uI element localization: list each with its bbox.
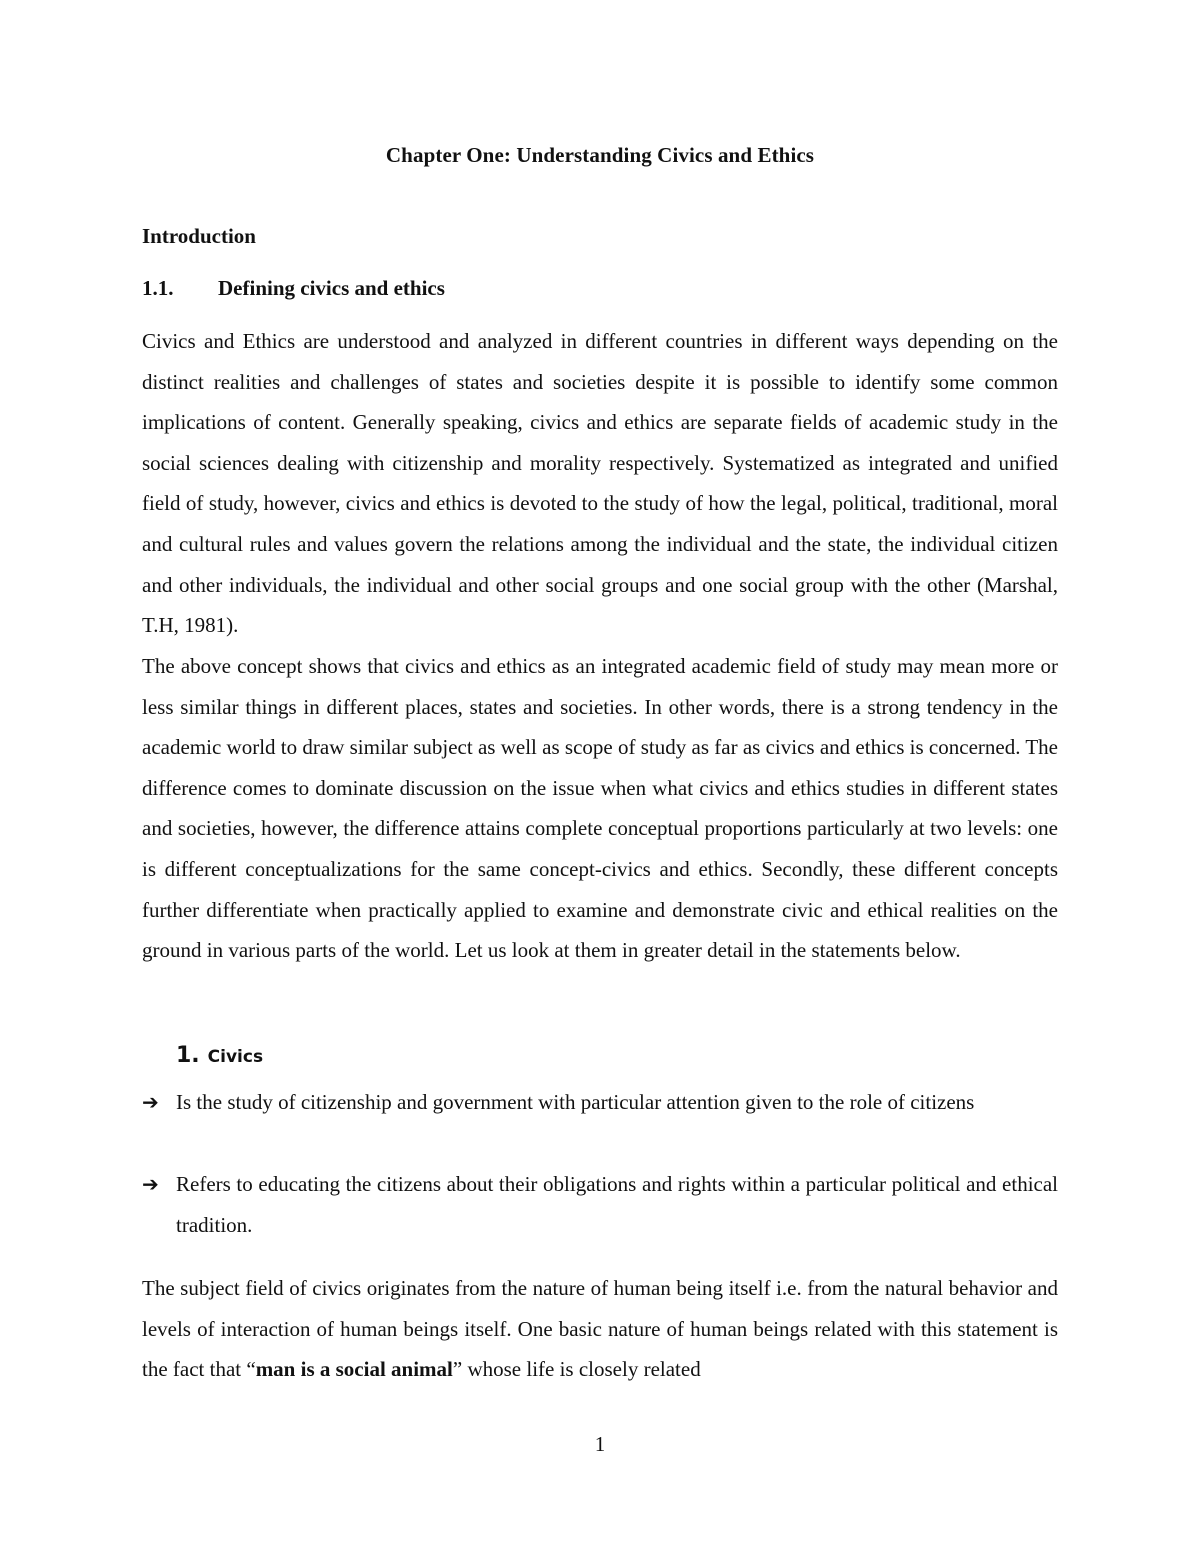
bullet-item [142, 1082, 1058, 1123]
section-heading [142, 276, 445, 301]
chapter-title: Chapter One: Understanding Civics and Ethics [385, 143, 815, 167]
bullet-text: Refers to educating the citizens about their obligations and rights within a particular political and ethical tradition. [176, 1172, 1058, 1237]
bullet-text: Is the study of citizenship and government with particular attention given to the role of citizens [176, 1090, 975, 1114]
paragraph-text-before: The subject field of civics originates from the nature of human being itself i.e. from the natural behavior and levels of interaction of human beings itself. One basic nature of human beings related with this statement is the fact that “ [142, 1276, 1058, 1382]
page-number: 1 [594, 1432, 606, 1456]
civics-heading-number: 1. [176, 1043, 200, 1068]
arrow-right-icon: ➔ [142, 1090, 159, 1114]
arrow-right-icon: ➔ [142, 1172, 159, 1196]
paragraph-defining: Civics and Ethics are understood and analyzed in different countries in different ways depending on the distinct realities and challenges of states and societies despite it is possible to identify some common implications of content. Generally speaking, civics and ethics are separate fields of academic study in the social sciences dealing with citizenship and morality respectively. Systematized as integrated and unified field of study, however, civics and ethics is devoted to the study of how the legal, political, traditional, moral and cultural rules and values govern the relations among the individual and the state, the individual citizen and other individuals, the individual and other social groups and one social group with the other (Marshal, T.H, 1981). [142, 329, 1058, 638]
paragraph-text-after: ” whose life is closely related [452, 1357, 701, 1382]
section-number: 1.1. [142, 276, 174, 300]
civics-heading [176, 1043, 263, 1068]
paragraph-concept: The above concept shows that civics and ethics as an integrated academic field of study may mean more or less similar things in different places, states and societies. In other words, there is a strong tendency in the academic world to draw similar subject as well as scope of study as far as civics and ethics is concerned. The difference comes to dominate discussion on the issue when what civics and ethics studies in different states and societies, however, the difference attains complete conceptual proportions particularly at two levels: one is different conceptualizations for the same concept-civics and ethics. Secondly, these different concepts further differentiate when practically applied to examine and demonstrate civic and ethical realities on the ground in various parts of the world. Let us look at them in greater detail in the statements below. [142, 654, 1058, 963]
emphasis-quote: man is a social animal [255, 1357, 453, 1382]
bullet-item [142, 1164, 1058, 1245]
section-title: Defining civics and ethics [218, 276, 445, 300]
paragraph-subject-field [142, 1268, 1058, 1390]
introduction-heading: Introduction [142, 224, 256, 248]
civics-heading-label: Civics [207, 1047, 264, 1067]
